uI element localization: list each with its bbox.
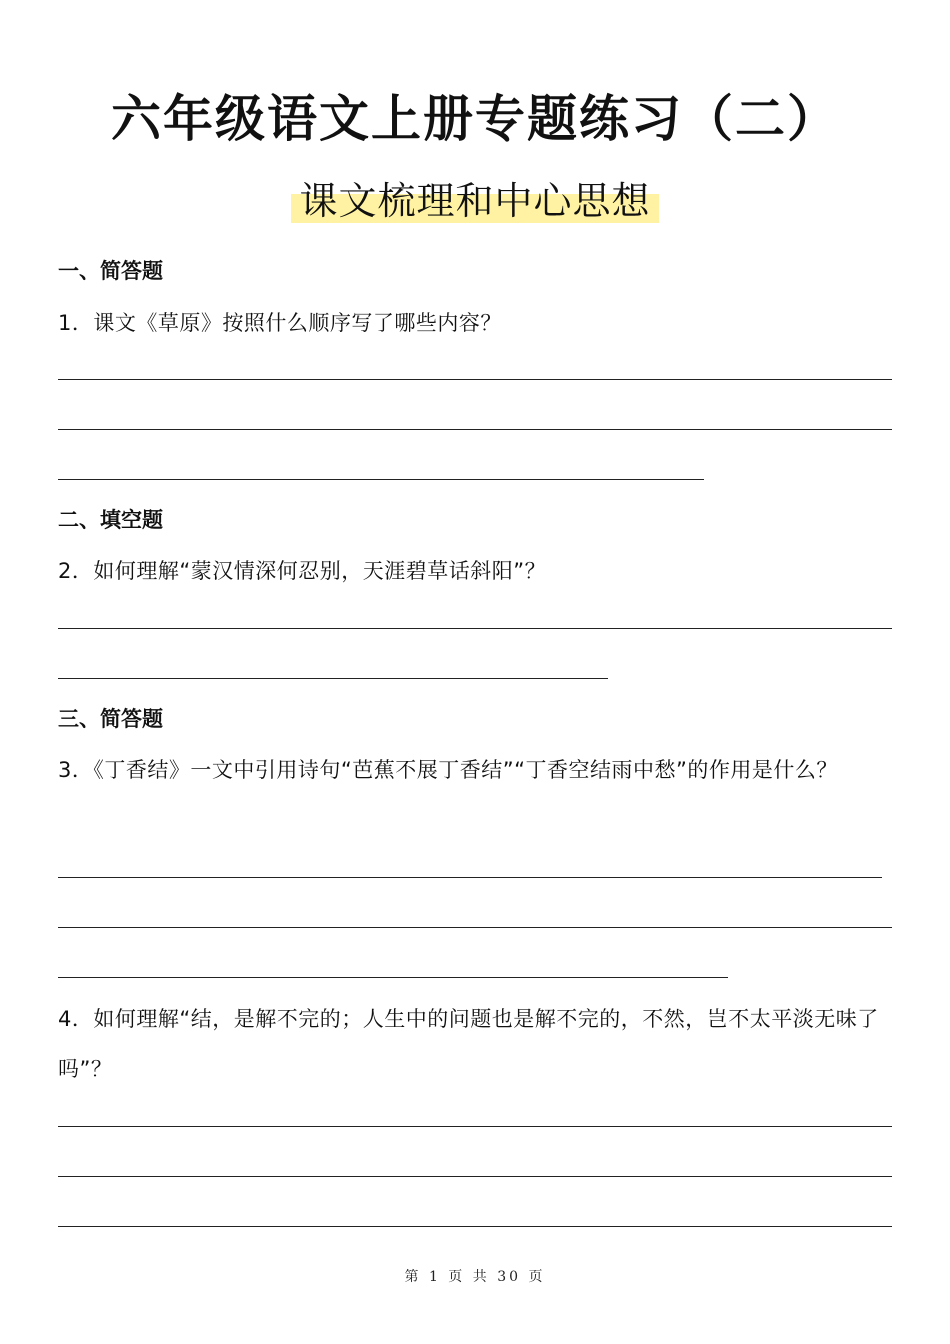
page-subtitle: 课文梳理和中心思想 bbox=[291, 172, 658, 230]
answer-line[interactable] bbox=[58, 927, 892, 928]
section-heading-3: 三、简答题 bbox=[58, 707, 163, 731]
answer-line[interactable] bbox=[58, 1176, 892, 1177]
answer-line[interactable] bbox=[58, 877, 882, 878]
question-4: 4．如何理解“结，是解不完的；人生中的问题也是解不完的，不然，岂不太平淡无味了吗”？ bbox=[58, 1007, 879, 1081]
answer-line[interactable] bbox=[58, 1226, 892, 1227]
question-3: 3．《丁香结》一文中引用诗句“芭蕉不展丁香结”“丁香空结雨中愁”的作用是什么？ bbox=[58, 758, 838, 782]
subtitle-container bbox=[0, 172, 950, 230]
page-number: 第 1 页 共 30 页 bbox=[404, 1269, 546, 1285]
section-heading-1: 一、简答题 bbox=[58, 259, 163, 283]
answer-line[interactable] bbox=[58, 628, 892, 629]
section-heading-2: 二、填空题 bbox=[58, 508, 163, 532]
answer-line[interactable] bbox=[58, 1126, 892, 1127]
answer-line[interactable] bbox=[58, 977, 728, 978]
answer-line[interactable] bbox=[58, 678, 608, 679]
answer-line[interactable] bbox=[58, 379, 892, 380]
answer-line[interactable] bbox=[58, 479, 704, 480]
page-title: 六年级语文上册专题练习（二） bbox=[111, 90, 839, 148]
question-2: 2．如何理解“蒙汉情深何忍别，天涯碧草话斜阳”？ bbox=[58, 559, 547, 583]
answer-line[interactable] bbox=[58, 429, 892, 430]
question-1: 1．课文《草原》按照什么顺序写了哪些内容？ bbox=[58, 311, 502, 335]
